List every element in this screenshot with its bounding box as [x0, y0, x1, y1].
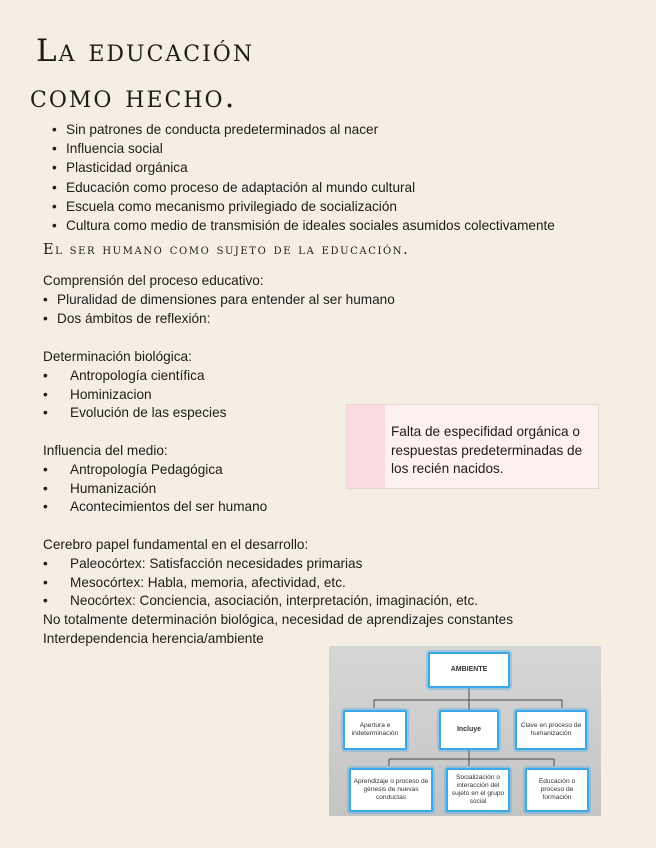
diagram-node: Aprendizaje o proceso de génesis de nuevas conductas — [349, 768, 433, 812]
list-item: • Escuela como mecanismo privilegiado de socialización — [52, 197, 555, 216]
section-heading: Influencia del medio: — [43, 443, 168, 458]
list-item: • Plasticidad orgánica — [52, 158, 555, 177]
facts-list — [52, 120, 555, 235]
list-item: • Paleocórtex: Satisfacción necesidades primarias — [43, 555, 513, 574]
concept-diagram — [329, 646, 601, 816]
list-item: • Neocórtex: Conciencia, asociación, interpretación, imaginación, etc. — [43, 592, 513, 611]
list-item: • Antropología científica — [43, 367, 226, 386]
title-line-1: La educación — [36, 33, 255, 69]
diagram-node: Educación o proceso de formación — [525, 768, 589, 812]
page-title — [30, 28, 254, 120]
list-item: • Influencia social — [52, 139, 555, 158]
callout-text: Falta de especifidad orgánica o respuestas predeterminadas de los recién nacidos. — [391, 424, 583, 477]
section-subtitle: El ser humano como sujeto de la educación. — [43, 242, 410, 258]
callout-strip — [347, 405, 385, 488]
diagram-node: Apertura e indeterminación — [343, 710, 407, 750]
section-heading: Determinación biológica: — [43, 349, 192, 364]
list-item: • Pluralidad de dimensiones para entender al ser humano — [43, 291, 395, 310]
medio-section — [43, 442, 267, 517]
diagram-node: Incluye — [439, 710, 499, 750]
callout-box — [346, 404, 599, 489]
list-item: • Dos ámbitos de reflexión: — [43, 310, 395, 329]
diagram-node: Socialización o interacción del sujeto en el grupo social — [446, 768, 510, 812]
section-heading: Comprensión del proceso educativo: — [43, 273, 264, 288]
text-line: No totalmente determinación biológica, necesidad de aprendizajes constantes — [43, 612, 514, 628]
list-item: • Evolución de las especies — [43, 404, 226, 423]
list-item: • Antropología Pedagógica — [43, 461, 267, 480]
title-line-2: como hecho. — [30, 79, 237, 115]
list-item: • Mesocórtex: Habla, memoria, afectividad, etc. — [43, 574, 513, 593]
list-item: • Cultura como medio de transmisión de ideales sociales asumidos colectivamente — [52, 216, 555, 235]
list-item: • Hominizacion — [43, 386, 226, 405]
list-item: • Humanización — [43, 480, 267, 499]
list-item: • Sin patrones de conducta predeterminados al nacer — [52, 120, 555, 139]
list-item: • Educación como proceso de adaptación al mundo cultural — [52, 178, 555, 197]
cerebro-section — [43, 536, 513, 649]
diagram-node: Clave en proceso de humanización — [515, 710, 587, 750]
biologica-section — [43, 348, 226, 423]
section-heading: Cerebro papel fundamental en el desarrollo: — [43, 537, 309, 552]
diagram-node-ambiente: AMBIENTE — [428, 652, 510, 688]
comprension-section — [43, 272, 395, 328]
text-line: Interdependencia herencia/ambiente — [43, 630, 264, 646]
list-item: • Acontecimientos del ser humano — [43, 498, 267, 517]
